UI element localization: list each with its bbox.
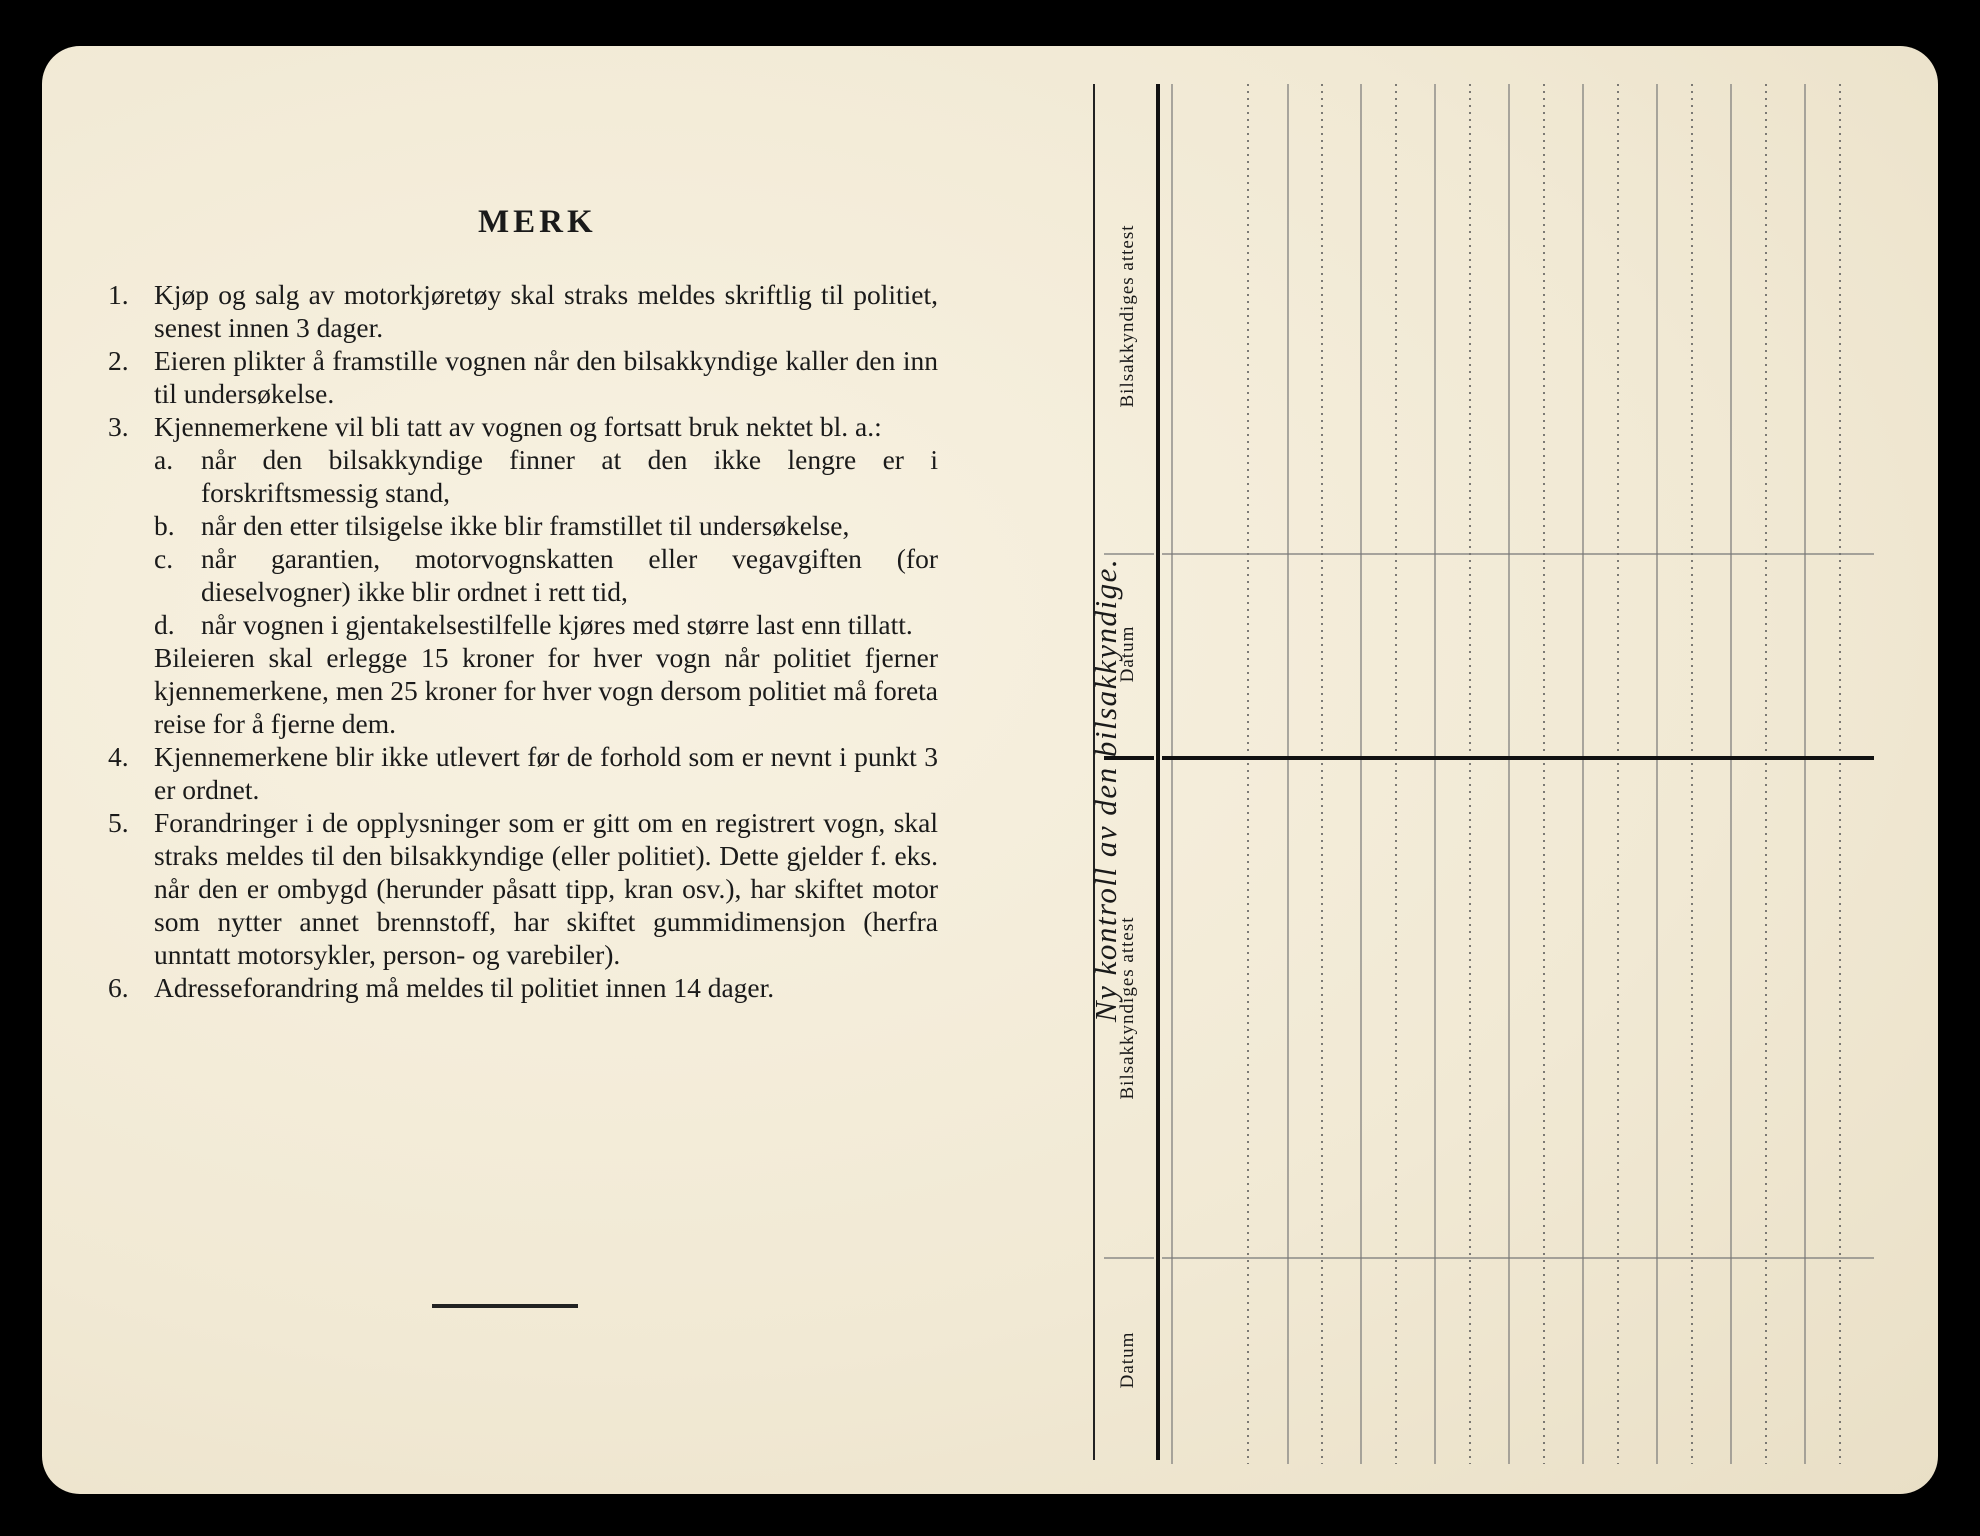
rule-text: Kjennemerkene vil bli tatt av vognen og fortsatt bruk nektet bl. a.:: [154, 411, 882, 442]
form-title: Ny kontroll av den bilsakkyndige.: [1088, 557, 1123, 1023]
subrule-text: når vognen i gjentakelsestilfelle kjøres med større last enn tillatt.: [201, 609, 913, 640]
inspection-form-panel: [42, 46, 1938, 1494]
registration-card-back: [42, 46, 1938, 1494]
rule-number: 2.: [108, 345, 129, 376]
subrule-text: når den etter tilsigelse ikke blir framstillet til undersøkelse,: [201, 510, 850, 541]
rule-text: Forandringer i de opplysninger som er gitt om en registrert vogn, skal straks meldes til den bilsakkyndige (eller politiet). Dette gjelder f. eks. når den er ombygd (herunder påsatt tipp, kran osv.), har skiftet motor som nytter annet brennstoff, har skiftet gummidimensjon (herfra unntatt motorsykler, person- og varebiler).: [154, 807, 938, 970]
row-lines: [1104, 554, 1874, 1258]
rule-text: Adresseforandring må meldes til politiet innen 14 dager.: [154, 972, 775, 1003]
rule-number: 1.: [108, 279, 129, 310]
rule-text: Kjøp og salg av motorkjøretøy skal straks meldes skriftlig til politiet, senest innen 3 dager.: [154, 279, 938, 343]
datum-label-bottom: Datum: [1117, 1331, 1138, 1389]
rule-text: Eieren plikter å framstille vognen når den bilsakkyndige kaller den inn til undersøkelse.: [154, 345, 938, 409]
subrule-text: når garantien, motorvognskatten eller vegavgiften (for dieselvogner) ikke blir ordnet i rett tid,: [201, 543, 938, 607]
attest-label-top: Bilsakkyndiges attest: [1117, 224, 1138, 408]
rule-number: 3.: [108, 411, 129, 442]
datum-label-top: Datum: [1117, 625, 1138, 683]
solid-columns: [1172, 84, 1805, 1464]
merk-heading: MERK: [478, 204, 597, 240]
subrule-letter: b.: [154, 510, 175, 541]
rule-number: 6.: [108, 972, 129, 1003]
attest-label-bottom: Bilsakkyndiges attest: [1117, 916, 1138, 1100]
dotted-columns: [1248, 84, 1840, 1464]
fee-note: Bileieren skal erlegge 15 kroner for hver vogn når politiet fjerner kjennemerkene, men 25 kroner for hver vogn dersom politiet må foreta reise for å fjerne dem.: [154, 642, 938, 739]
rule-text: Kjennemerkene blir ikke utlevert før de forhold som er nevnt i punkt 3 er ordnet.: [154, 741, 938, 805]
subrule-letter: a.: [154, 444, 174, 475]
rule-number: 4.: [108, 741, 129, 772]
subrule-text: når den bilsakkyndige finner at den ikke lengre er i forskriftsmessig stand,: [201, 444, 938, 508]
subrule-letter: c.: [154, 543, 174, 574]
inspection-grid: [42, 46, 1938, 1494]
rule-number: 5.: [108, 807, 129, 838]
subrule-letter: d.: [154, 609, 175, 640]
